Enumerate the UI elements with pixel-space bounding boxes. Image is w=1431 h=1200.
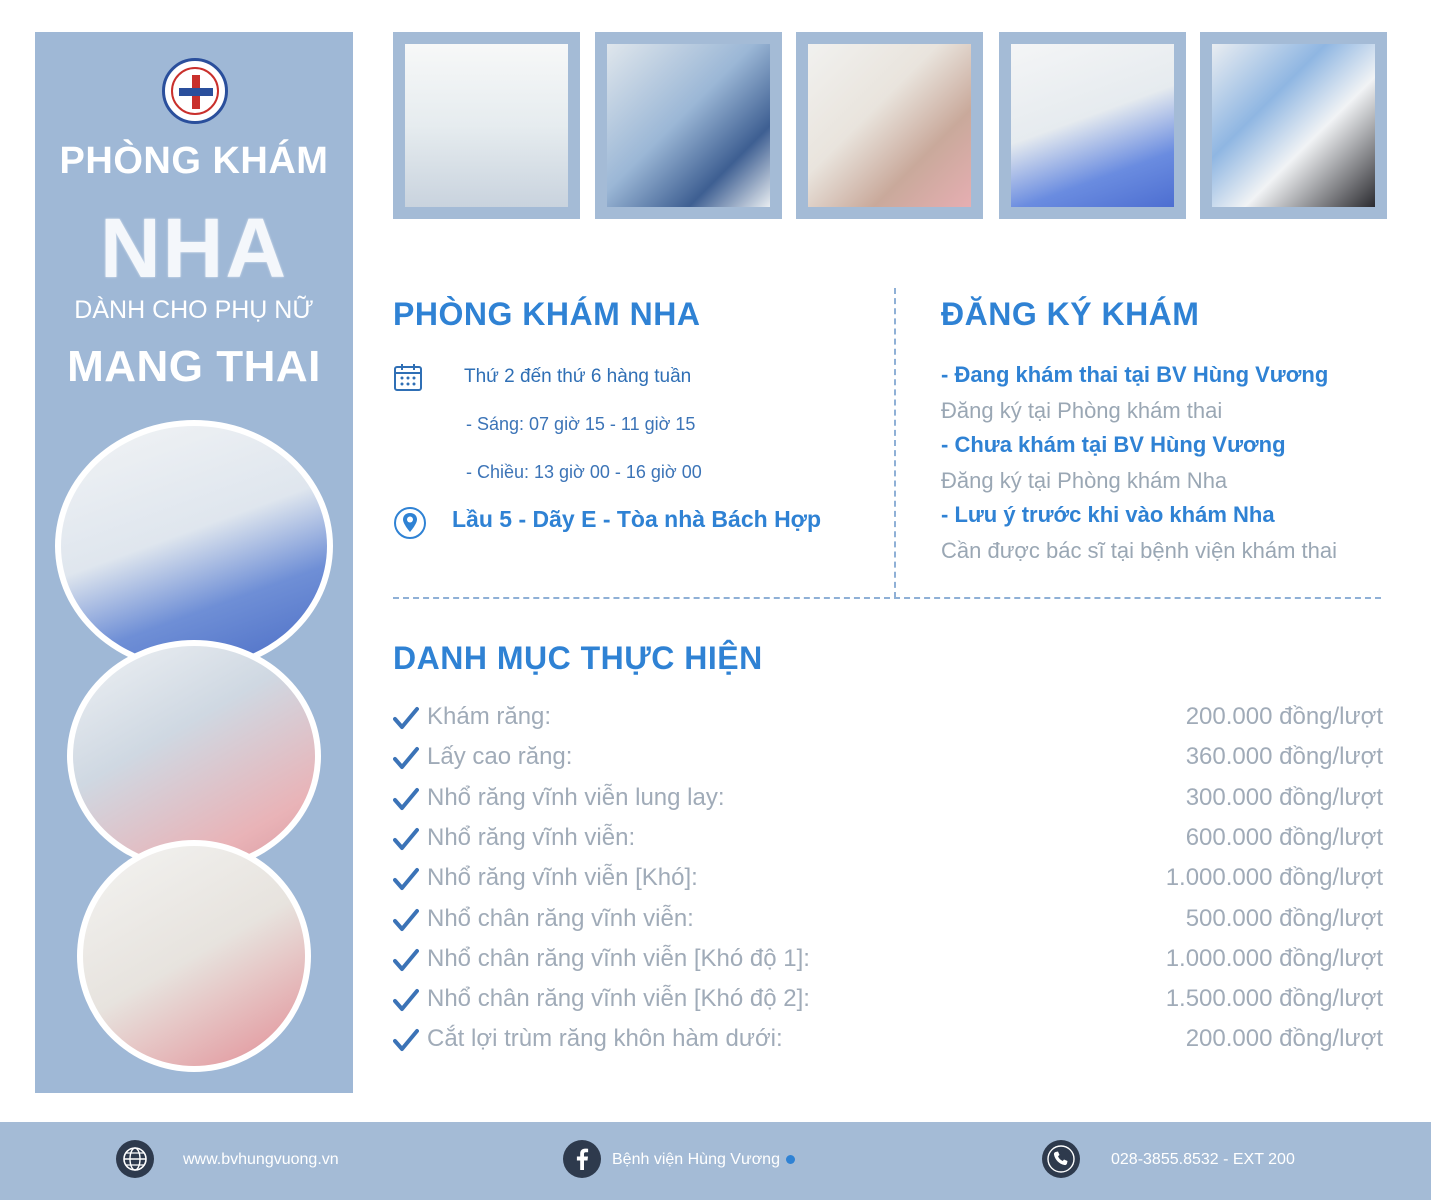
- service-name: Nhổ chân răng vĩnh viễn [Khó độ 2]:: [427, 985, 810, 1012]
- banner-subtitle-emphasis: MANG THAI: [67, 342, 321, 391]
- service-row: [393, 905, 1383, 939]
- service-row: [393, 824, 1383, 858]
- phone-number[interactable]: 028-3855.8532 - EXT 200: [1111, 1151, 1295, 1168]
- service-row: [393, 703, 1383, 737]
- facebook-page-name: Bệnh viện Hùng Vương: [612, 1151, 780, 1168]
- checkmark-icon: [393, 826, 419, 852]
- banner-subtitle: DÀNH CHO PHỤ NỮ: [74, 296, 314, 324]
- patient-reading-leaflet-photo: [796, 32, 983, 219]
- clinic-heading: PHÒNG KHÁM NHA: [393, 296, 701, 332]
- dentist-examining-photo: [595, 32, 782, 219]
- checkmark-icon: [393, 987, 419, 1013]
- service-name: Cắt lợi trùm răng khôn hàm dưới:: [427, 1025, 783, 1052]
- schedule-days: Thứ 2 đến thứ 6 hàng tuần: [464, 366, 692, 387]
- section-divider-horizontal: [393, 597, 1381, 599]
- services-heading: DANH MỤC THỰC HIỆN: [393, 640, 763, 676]
- service-row: [393, 784, 1383, 818]
- checkmark-icon: [393, 866, 419, 892]
- register-item1-desc: Đăng ký tại Phòng khám thai: [941, 398, 1223, 423]
- facebook-link[interactable]: [612, 1151, 795, 1169]
- register-item2-desc: Đăng ký tại Phòng khám Nha: [941, 468, 1228, 493]
- phone-icon[interactable]: [1042, 1140, 1080, 1178]
- verified-badge-icon: [786, 1155, 795, 1164]
- service-price: 600.000 đồng/lượt: [1185, 824, 1383, 851]
- checkmark-icon: [393, 947, 419, 973]
- service-price: 1.500.000 đồng/lượt: [1165, 985, 1383, 1012]
- service-price: 500.000 đồng/lượt: [1185, 905, 1383, 932]
- service-price: 1.000.000 đồng/lượt: [1165, 864, 1383, 891]
- service-price: 1.000.000 đồng/lượt: [1165, 945, 1383, 972]
- service-row: [393, 743, 1383, 777]
- dental-unit-photo: [999, 32, 1186, 219]
- clinic-entrance-photo: [393, 32, 580, 219]
- service-name: Nhổ răng vĩnh viễn:: [427, 824, 636, 851]
- sidebar-banner: [35, 32, 353, 1093]
- globe-icon[interactable]: [116, 1140, 154, 1178]
- dental-treatment-photo: [1200, 32, 1387, 219]
- footer: [0, 1122, 1431, 1200]
- location-pin-icon: [393, 505, 427, 541]
- schedule-morning: - Sáng: 07 giờ 15 - 11 giờ 15: [466, 414, 696, 434]
- service-price: 200.000 đồng/lượt: [1185, 703, 1383, 730]
- service-name: Khám răng:: [427, 703, 552, 730]
- dentist-treating-patient-photo: [67, 640, 321, 872]
- hospital-logo-icon: [162, 58, 228, 124]
- service-price: 360.000 đồng/lượt: [1185, 743, 1383, 770]
- service-name: Nhổ chân răng vĩnh viễn:: [427, 905, 694, 932]
- service-row: [393, 985, 1383, 1019]
- checkmark-icon: [393, 705, 419, 731]
- facebook-icon[interactable]: [563, 1140, 601, 1178]
- website-link[interactable]: www.bvhungvuong.vn: [183, 1151, 339, 1168]
- pregnant-woman-reading-brochure-photo: [77, 840, 311, 1072]
- service-price: 300.000 đồng/lượt: [1185, 784, 1383, 811]
- service-row: [393, 1025, 1383, 1059]
- service-row: [393, 864, 1383, 898]
- register-item3-desc: Cần được bác sĩ tại bệnh viện khám thai: [941, 538, 1338, 563]
- register-item3-title: - Lưu ý trước khi vào khám Nha: [941, 502, 1275, 527]
- clinic-address: Lầu 5 - Dãy E - Tòa nhà Bách Hợp: [452, 506, 822, 532]
- dental-chair-photo: [55, 420, 333, 672]
- register-heading: ĐĂNG KÝ KHÁM: [941, 296, 1200, 332]
- service-name: Nhổ chân răng vĩnh viễn [Khó độ 1]:: [427, 945, 810, 972]
- banner-title-line2: NHA: [100, 201, 288, 295]
- service-name: Lấy cao răng:: [427, 743, 573, 770]
- checkmark-icon: [393, 786, 419, 812]
- calendar-icon: [393, 362, 423, 392]
- register-item1-title: - Đang khám thai tại BV Hùng Vương: [941, 362, 1329, 387]
- banner-title-line1: PHÒNG KHÁM: [59, 140, 329, 182]
- schedule-afternoon: - Chiều: 13 giờ 00 - 16 giờ 00: [466, 462, 702, 482]
- service-row: [393, 945, 1383, 979]
- service-price: 200.000 đồng/lượt: [1185, 1025, 1383, 1052]
- section-divider-vertical: [894, 288, 896, 598]
- service-name: Nhổ răng vĩnh viễn [Khó]:: [427, 864, 698, 891]
- register-item2-title: - Chưa khám tại BV Hùng Vương: [941, 432, 1286, 457]
- checkmark-icon: [393, 1027, 419, 1053]
- checkmark-icon: [393, 907, 419, 933]
- service-name: Nhổ răng vĩnh viễn lung lay:: [427, 784, 725, 811]
- checkmark-icon: [393, 745, 419, 771]
